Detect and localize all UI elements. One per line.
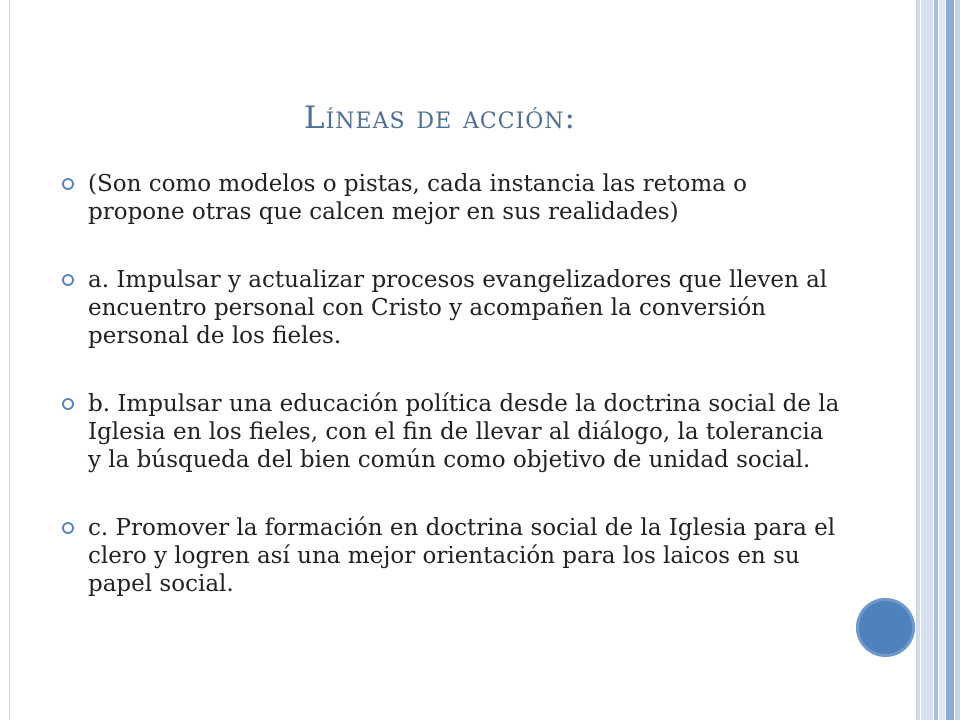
bullet-item [62,170,842,226]
bullet-item [62,390,842,474]
stripe [939,0,945,720]
bullet-text: c. Promover la formación en doctrina social de la Iglesia para el clero y logren así una mejor orientación para los laicos en su papel social. [88,515,836,597]
bullet-text: (Son como modelos o pistas, cada instancia las retoma o propone otras que calcen mejor en sus realidades) [88,171,748,225]
bullet-text: b. Impulsar una educación política desde la doctrina social de la Iglesia en los fieles, con el fin de llevar al diálogo, la tolerancia y la búsqueda del bien común como objetivo de unidad social. [88,391,840,473]
decorative-circle-icon [856,598,915,657]
bullet-text: a. Impulsar y actualizar procesos evangelizadores que lleven al encuentro personal con Cristo y acompañen la conversión personal de los fieles. [88,267,828,349]
bullet-item [62,266,842,350]
bullet-item [62,514,842,598]
circle-bullet-icon [62,398,74,410]
circle-bullet-icon [62,274,74,286]
slide-title: Líneas de acción: [304,100,576,136]
stripe [955,0,960,720]
circle-bullet-icon [62,178,74,190]
stripe [921,0,933,720]
stripe [917,0,920,720]
stripe [934,0,938,720]
side-stripes [917,0,960,720]
stripe [946,0,954,720]
circle-bullet-icon [62,522,74,534]
bullet-list [62,170,842,638]
